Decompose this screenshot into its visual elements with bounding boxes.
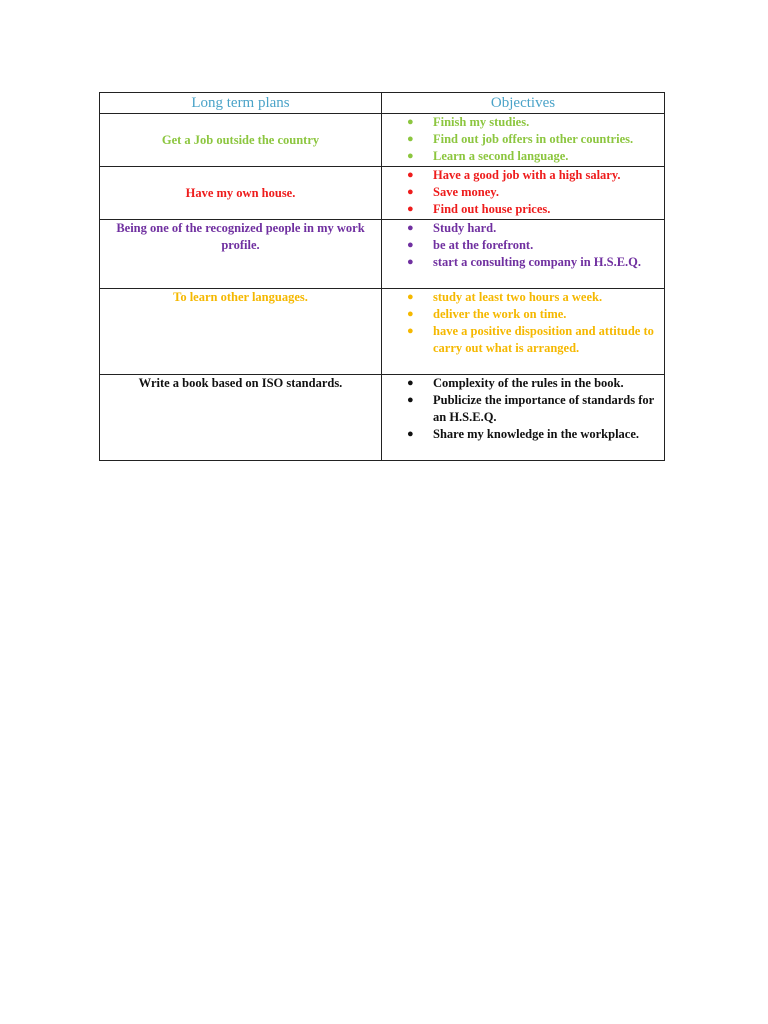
objective-item <box>382 392 664 426</box>
objective-item <box>382 375 664 392</box>
plan-cell: Get a Job outside the country <box>100 114 382 167</box>
bullet-icon: ● <box>407 308 414 320</box>
objective-item <box>382 426 664 443</box>
objective-item <box>382 167 664 184</box>
table-row <box>100 289 665 375</box>
header-long-term-plans: Long term plans <box>100 93 382 114</box>
objective-text: Find out job offers in other countries. <box>433 132 634 146</box>
objectives-cell <box>382 114 665 167</box>
objective-text: Find out house prices. <box>433 202 551 216</box>
table-row <box>100 220 665 289</box>
objective-text: Learn a second language. <box>433 149 569 163</box>
bullet-icon: ● <box>407 222 414 234</box>
objectives-list <box>382 114 664 165</box>
table-header-row <box>100 93 665 114</box>
bullet-icon: ● <box>407 428 414 440</box>
objectives-cell <box>382 375 665 461</box>
objectives-cell <box>382 289 665 375</box>
objective-item <box>382 323 664 357</box>
objective-item <box>382 220 664 237</box>
objectives-cell <box>382 167 665 220</box>
plan-cell: Have my own house. <box>100 167 382 220</box>
bullet-icon: ● <box>407 291 414 303</box>
objective-item <box>382 148 664 165</box>
objective-item <box>382 289 664 306</box>
objectives-list <box>382 167 664 218</box>
objective-item <box>382 306 664 323</box>
objective-item <box>382 131 664 148</box>
bullet-icon: ● <box>407 169 414 181</box>
objective-text: Publicize the importance of standards for an H.S.E.Q. <box>433 393 654 424</box>
objectives-cell <box>382 220 665 289</box>
bullet-icon: ● <box>407 239 414 251</box>
table-row <box>100 375 665 461</box>
objective-text: study at least two hours a week. <box>433 290 603 304</box>
objectives-list <box>382 289 664 357</box>
bullet-icon: ● <box>407 377 414 389</box>
objective-text: deliver the work on time. <box>433 307 567 321</box>
bullet-icon: ● <box>407 150 414 162</box>
objective-text: Complexity of the rules in the book. <box>433 376 624 390</box>
objective-item <box>382 254 664 271</box>
header-objectives: Objectives <box>382 93 665 114</box>
plan-cell: Being one of the recognized people in my work profile. <box>100 220 382 289</box>
bullet-icon: ● <box>407 116 414 128</box>
objective-text: Have a good job with a high salary. <box>433 168 621 182</box>
long-term-plans-table <box>99 92 665 461</box>
table-row <box>100 167 665 220</box>
objective-text: Finish my studies. <box>433 115 530 129</box>
table-row <box>100 114 665 167</box>
objective-text: start a consulting company in H.S.E.Q. <box>433 255 642 269</box>
bullet-icon: ● <box>407 394 414 406</box>
objective-item <box>382 184 664 201</box>
bullet-icon: ● <box>407 325 414 337</box>
objective-text: be at the forefront. <box>433 238 534 252</box>
bullet-icon: ● <box>407 133 414 145</box>
plan-cell: To learn other languages. <box>100 289 382 375</box>
objective-text: Share my knowledge in the workplace. <box>433 427 640 441</box>
objective-item <box>382 237 664 254</box>
objective-item <box>382 201 664 218</box>
bullet-icon: ● <box>407 186 414 198</box>
objectives-list <box>382 375 664 443</box>
objective-text: have a positive disposition and attitude to carry out what is arranged. <box>433 324 654 355</box>
bullet-icon: ● <box>407 256 414 268</box>
objective-text: Save money. <box>433 185 499 199</box>
plan-cell: Write a book based on ISO standards. <box>100 375 382 461</box>
objectives-list <box>382 220 664 271</box>
objective-text: Study hard. <box>433 221 497 235</box>
bullet-icon: ● <box>407 203 414 215</box>
objective-item <box>382 114 664 131</box>
